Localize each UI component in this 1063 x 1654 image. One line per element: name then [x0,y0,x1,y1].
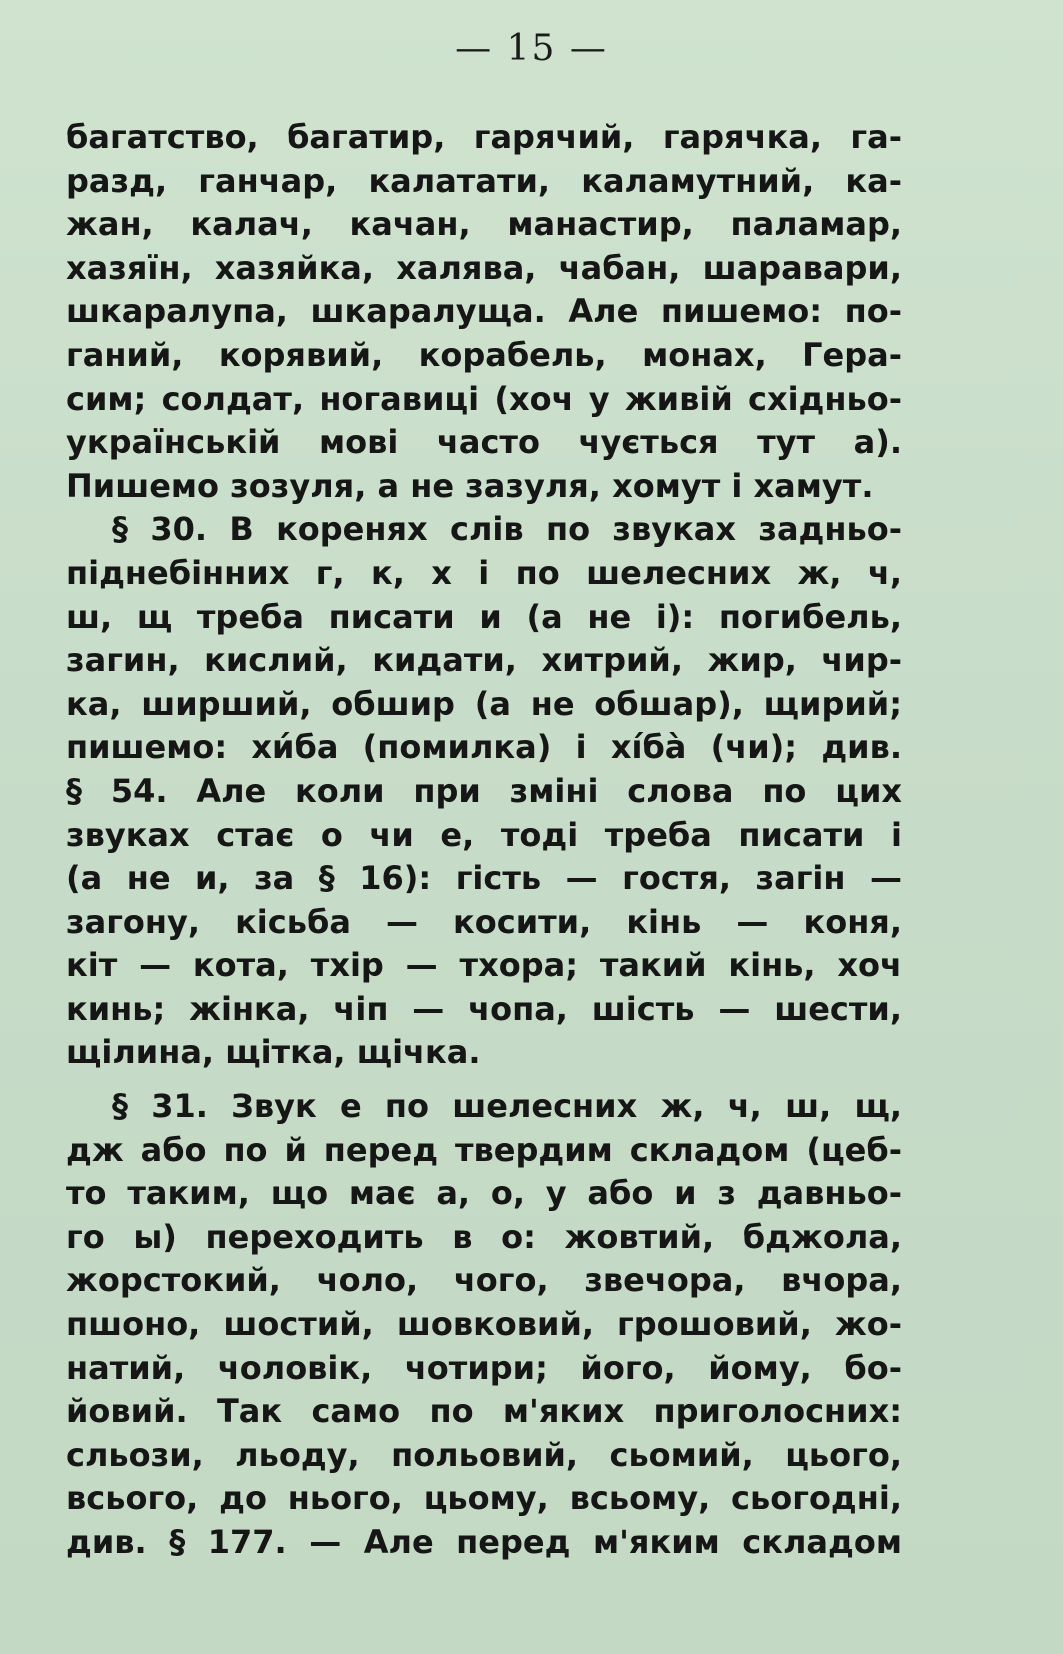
text-line: § 54. Але коли при зміні слова по цих [66,771,902,810]
text-line: натий, чоловік, чотири; його, йому, бо- [66,1348,902,1387]
text-line: Пишемо зозуля, а не зазуля, хомут і хамут. [66,466,874,505]
text-line: загону, кісьба — косити, кінь — коня, [66,902,902,941]
text-line: жорстокий, чоло, чого, звечора, вчора, [66,1261,902,1300]
text-line: то таким, що має а, о, у або и з давньо- [66,1174,902,1213]
text-line: пшоно, шостий, шовковий, грошовий, жо- [66,1305,902,1344]
text-line: загин, кислий, кидати, хитрий, жир, чир- [66,641,902,680]
text-line: ш, щ треба писати и (а не і): погибель, [66,597,902,636]
text-line: шкаралупа, шкаралуща. Але пишемо: по- [66,292,902,331]
body-text [66,116,902,1565]
text-line: § 30. В коренях слів по звуках задньо- [112,510,902,549]
text-line: щілина, щітка, щічка. [66,1033,481,1072]
text-line: ганий, корявий, корабель, монах, Гера- [66,335,902,374]
text-line: див. § 177. — Але перед м'яким складом [66,1523,902,1561]
text-line: § 31. Звук е по шелесних ж, ч, ш, щ, [112,1087,902,1126]
text-line: українській мові часто чується тут а). [66,423,902,462]
text-line: піднебінних г, к, х і по шелесних ж, ч, [66,553,902,592]
paragraph-gap [66,1075,902,1085]
page-number: — 15 — [455,28,608,69]
text-line: багатство, багатир, гарячий, гарячка, га- [66,118,902,156]
text-line: йовий. Так само по м'яких приголосних: [66,1392,902,1431]
text-line: разд, ганчар, калатати, каламутний, ка- [66,161,902,200]
text-line: пишемо: хи́ба (помилка) і хі́ба̀ (чи); див. [66,728,902,767]
text-line: хазяїн, хазяйка, халява, чабан, шаравари, [66,248,902,287]
text-line: ка, ширший, обшир (а не обшар), щирий; [66,684,902,723]
text-line: звуках стає о чи е, тоді треба писати і [66,815,902,854]
text-line: (а не и, за § 16): гість — гостя, загін — [66,859,902,898]
text-line: сим; солдат, ногавиці (хоч у живій східньо- [66,379,902,418]
text-line: го ы) переходить в о: жовтий, бджола, [66,1217,902,1256]
text-line: дж або по й перед твердим складом (цеб- [66,1130,902,1169]
text-line: сльози, льоду, польовий, сьомий, цього, [66,1435,902,1474]
text-line: всього, до нього, цьому, всьому, сьогодні, [66,1479,902,1518]
text-line: жан, калач, качан, манастир, паламар, [66,205,902,244]
text-line: кинь; жінка, чіп — чопа, шість — шести, [66,989,902,1028]
text-line: кіт — кота, тхір — тхора; такий кінь, хоч [66,946,902,985]
